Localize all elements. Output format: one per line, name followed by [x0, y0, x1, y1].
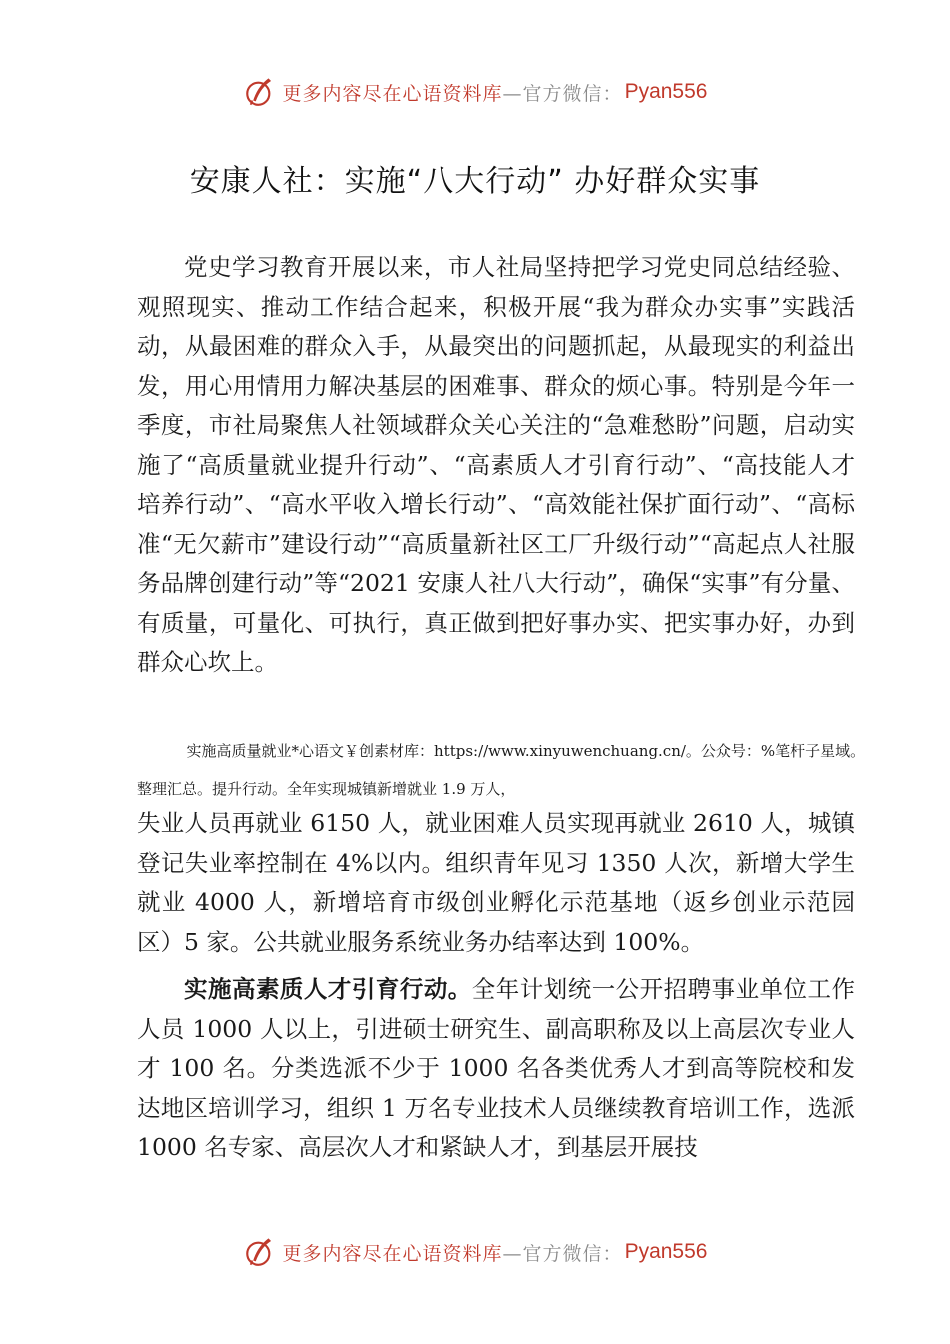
header-watermark-banner — [0, 72, 950, 112]
banner-site-name: 更多内容尽在心语资料库 — [282, 1242, 503, 1265]
body-paragraph-employment: 失业人员再就业 6150 人，就业困难人员实现再就业 2610 人，城镇登记失业率控制在 4%以内。组织青年见习 1350 人次，新增大学生就业 4000 人，新增培育市级创业孵化示范基地（返乡创业示范园区）5 家。公共就业服务系统业务办结率达到 100%。 — [137, 809, 855, 956]
banner-wechat-id: Pyan556 — [624, 80, 708, 103]
banner-wechat-label: —官方微信： — [502, 82, 623, 105]
banner-site-name: 更多内容尽在心语资料库 — [282, 82, 503, 105]
paragraph-body-text: 全年计划统一公开招聘事业单位工作人员 1000 人以上，引进硕士研究生、副高职称及以上高层次专业人才 100 名。分类选派不少于 1000 名各类优秀人才到高等院校和发达地区培训学习，组织 1 万名专业技术人员继续教育培训工作，选派 1000 名专家、高层次人才和紧缺人才，到基层开展技 — [137, 975, 856, 1161]
quill-pen-logo-icon — [243, 75, 277, 109]
banner-wechat-label: —官方微信： — [502, 1242, 623, 1265]
quill-pen-logo-icon — [243, 1235, 277, 1269]
body-paragraph-talent — [137, 970, 855, 1168]
footer-watermark-banner — [0, 1232, 950, 1272]
body-paragraph-intro: 党史学习教育开展以来，市人社局坚持把学习党史同总结经验、观照现实、推动工作结合起来，积极开展“我为群众办实事”实践活动，从最困难的群众入手，从最突出的问题抓起，从最现实的利益出发，用心用情用力解决基层的困难事、群众的烦心事。特别是今年一季度，市社局聚焦人社领域群众关心关注的“急难愁盼”问题，启动实施了“高质量就业提升行动”、“高素质人才引育行动”、“高技能人才培养行动”、“高水平收入增长行动”、“高效能社保扩面行动”、“高标准“无欠薪市”建设行动”“高质量新社区工厂升级行动”“高起点人社服务品牌创建行动”等“2021 安康人社八大行动”，确保“实事”有分量、有质量，可量化、可执行，真正做到把好事办实、把实事办好，办到群众心坎上。 — [137, 253, 855, 676]
banner-wechat-id: Pyan556 — [624, 1240, 708, 1263]
paragraph-lead-heading: 实施高素质人才引育行动。 — [184, 975, 472, 1003]
body-paragraph-small-note: 实施高质量就业*心语文￥创素材库：https://www.xinyuwenchuang.cn/。公众号：%笔杆子星域。整理汇总。提升行动。全年实现城镇新增就业 1.9 万人， — [137, 742, 866, 798]
page-title: 安康人社：实施“八大行动” 办好群众实事 — [189, 164, 761, 199]
